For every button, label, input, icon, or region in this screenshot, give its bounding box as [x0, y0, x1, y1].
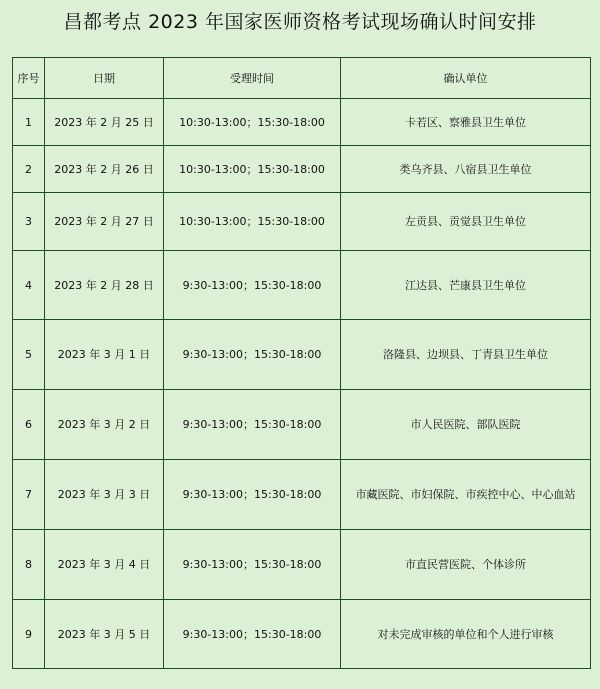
table-row — [13, 530, 591, 600]
row-date: 2023 年 2 月 26 日 — [45, 146, 164, 193]
row-unit: 对未完成审核的单位和个人进行审核 — [341, 600, 591, 669]
row-unit: 左贡县、贡觉县卫生单位 — [341, 193, 591, 251]
row-date: 2023 年 3 月 2 日 — [45, 390, 164, 460]
table-row — [13, 251, 591, 320]
row-date: 2023 年 3 月 3 日 — [45, 460, 164, 530]
row-time: 9:30-13:00；15:30-18:00 — [164, 530, 341, 600]
row-time: 10:30-13:00；15:30-18:00 — [164, 146, 341, 193]
row-unit: 市直民营医院、个体诊所 — [341, 530, 591, 600]
row-unit: 卡若区、察雅县卫生单位 — [341, 99, 591, 146]
row-number: 3 — [13, 193, 45, 251]
row-time: 10:30-13:00；15:30-18:00 — [164, 193, 341, 251]
row-unit: 市藏医院、市妇保院、市疾控中心、中心血站 — [341, 460, 591, 530]
row-time: 9:30-13:00；15:30-18:00 — [164, 251, 341, 320]
row-date: 2023 年 3 月 1 日 — [45, 320, 164, 390]
page-title: 昌都考点 2023 年国家医师资格考试现场确认时间安排 — [63, 11, 537, 33]
row-time: 9:30-13:00；15:30-18:00 — [164, 460, 341, 530]
row-number: 9 — [13, 600, 45, 669]
header-cell-date: 日期 — [45, 58, 164, 99]
row-number: 7 — [13, 460, 45, 530]
schedule-table — [12, 57, 591, 669]
row-time: 10:30-13:00；15:30-18:00 — [164, 99, 341, 146]
row-time: 9:30-13:00；15:30-18:00 — [164, 600, 341, 669]
row-time: 9:30-13:00；15:30-18:00 — [164, 390, 341, 460]
row-number: 4 — [13, 251, 45, 320]
table-row — [13, 146, 591, 193]
row-unit: 类乌齐县、八宿县卫生单位 — [341, 146, 591, 193]
row-unit: 市人民医院、部队医院 — [341, 390, 591, 460]
table-row — [13, 600, 591, 669]
row-number: 1 — [13, 99, 45, 146]
table-header-row — [13, 58, 591, 99]
row-number: 6 — [13, 390, 45, 460]
row-date: 2023 年 2 月 25 日 — [45, 99, 164, 146]
table-row — [13, 390, 591, 460]
row-number: 2 — [13, 146, 45, 193]
header-cell-number: 序号 — [13, 58, 45, 99]
row-date: 2023 年 2 月 27 日 — [45, 193, 164, 251]
row-time: 9:30-13:00；15:30-18:00 — [164, 320, 341, 390]
header-cell-time: 受理时间 — [164, 58, 341, 99]
row-date: 2023 年 3 月 5 日 — [45, 600, 164, 669]
table-row — [13, 320, 591, 390]
row-date: 2023 年 2 月 28 日 — [45, 251, 164, 320]
header-cell-unit: 确认单位 — [341, 58, 591, 99]
row-number: 5 — [13, 320, 45, 390]
table-row — [13, 460, 591, 530]
table-row — [13, 193, 591, 251]
table-row — [13, 99, 591, 146]
row-date: 2023 年 3 月 4 日 — [45, 530, 164, 600]
row-unit: 洛隆县、边坝县、丁青县卫生单位 — [341, 320, 591, 390]
row-number: 8 — [13, 530, 45, 600]
row-unit: 江达县、芒康县卫生单位 — [341, 251, 591, 320]
